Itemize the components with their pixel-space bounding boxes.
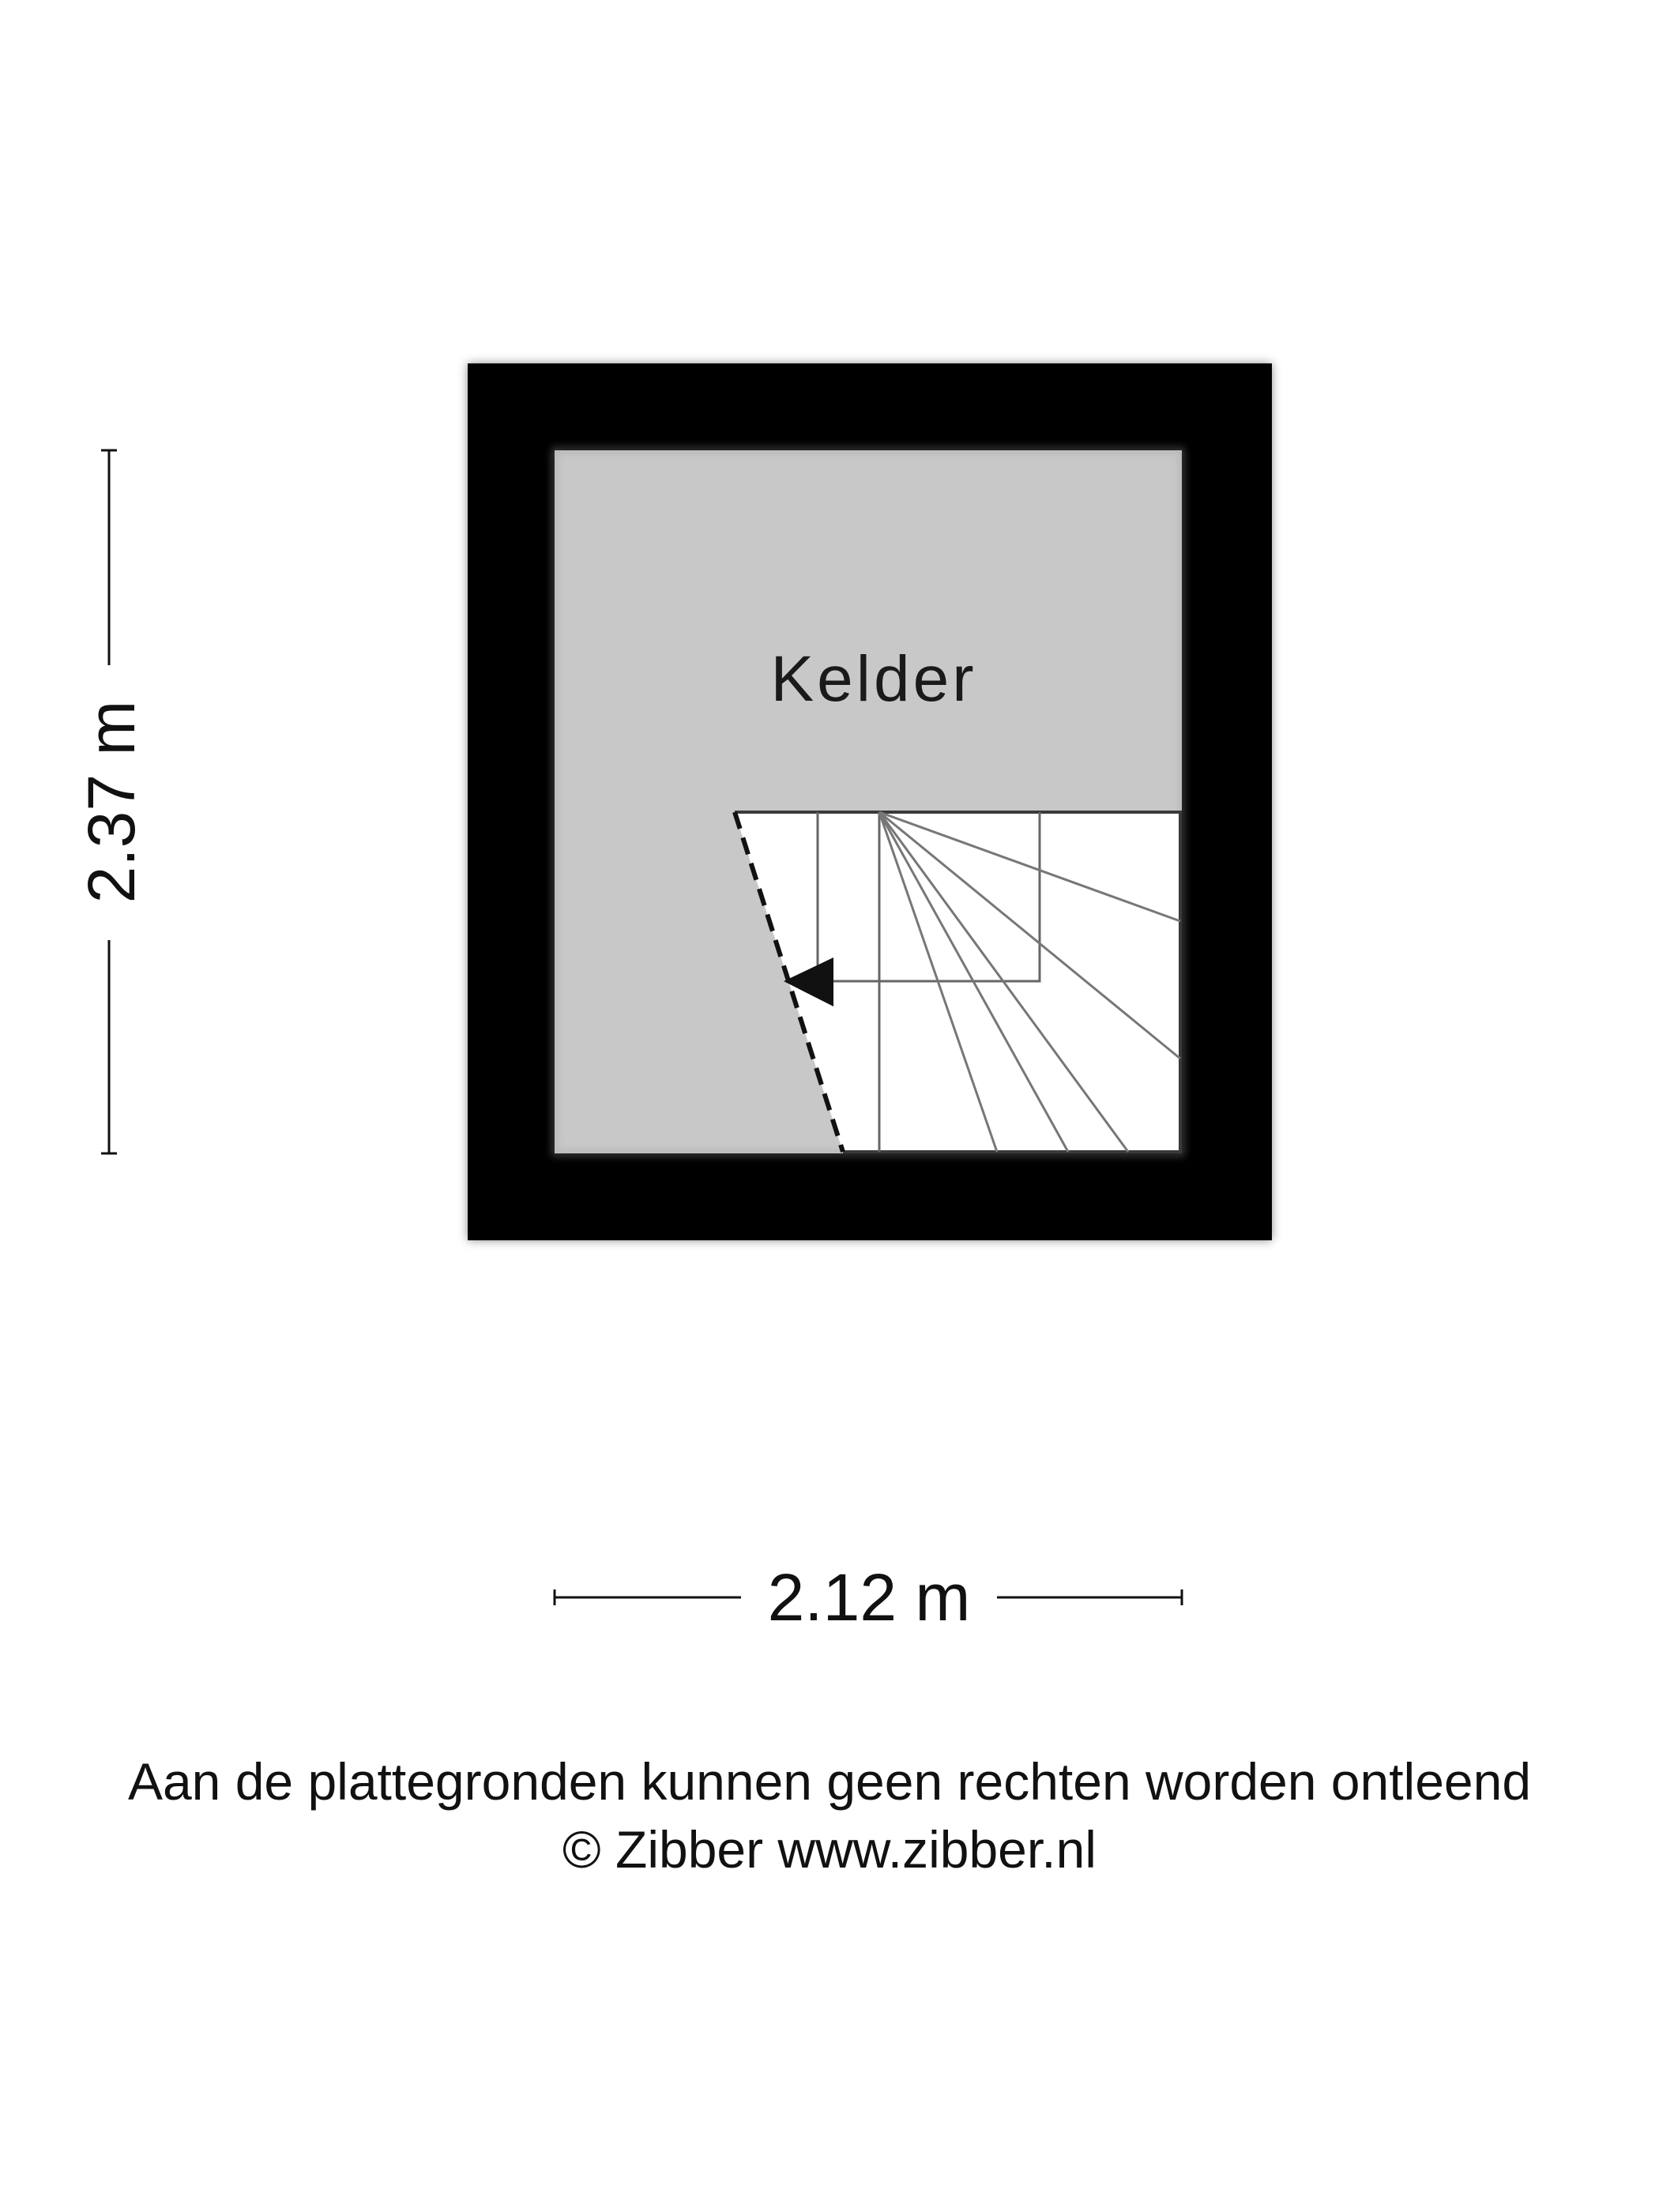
disclaimer-text: Aan de plattegronden kunnen geen rechten worden ontleend: [127, 1752, 1532, 1811]
width-dimension-label: 2.12 m: [767, 1560, 971, 1635]
room-label: Kelder: [770, 643, 977, 715]
copyright-text: © Zibber www.zibber.nl: [562, 1820, 1097, 1879]
height-dimension-label: 2.37 m: [74, 700, 149, 904]
